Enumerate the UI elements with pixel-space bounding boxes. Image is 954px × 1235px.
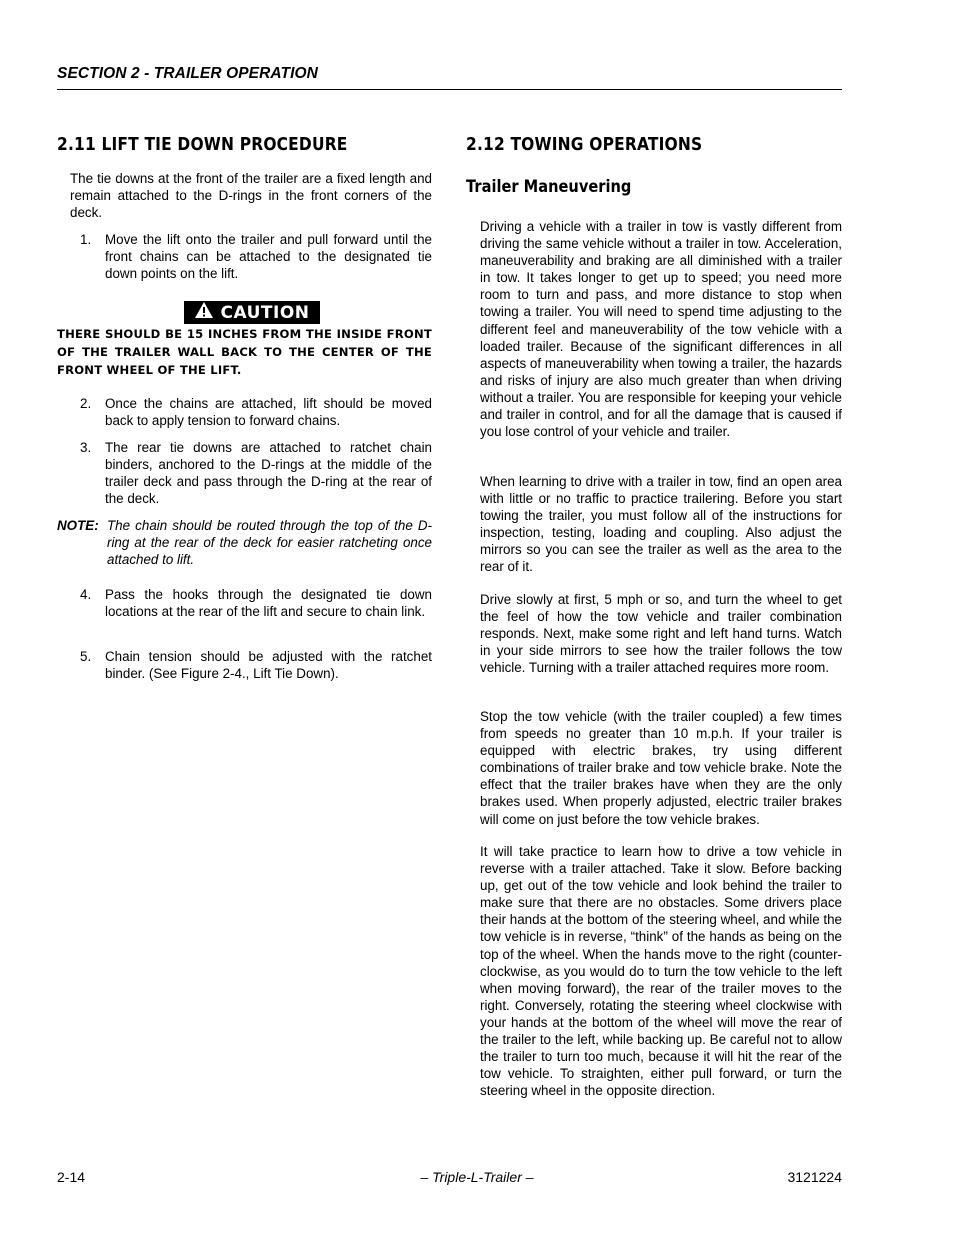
step-number: 1. bbox=[80, 232, 92, 247]
step-4 bbox=[70, 586, 432, 620]
section-heading-2-12: 2.12 TOWING OPERATIONS bbox=[466, 134, 703, 155]
note-label: NOTE: bbox=[57, 518, 99, 533]
step-number: 5. bbox=[80, 649, 92, 664]
paragraph-2: When learning to drive with a trailer in tow, find an open area with little or no traffic to practice trailering. Before you start towing the trailer, you must follow all of the instructions for inspection, testing, loading and coupling. Also adjust the mirrors so you can see the trailer as well as the area to the rear of it. bbox=[480, 474, 842, 575]
step-3 bbox=[70, 439, 432, 507]
step-number: 4. bbox=[80, 587, 92, 602]
paragraph-1: Driving a vehicle with a trailer in tow is vastly different from driving the same vehicle without a trailer in tow. Acceleration, maneuverability and braking are all diminished with a trailer in tow. It takes longer to get up to speed; you need more room to turn and pass, and more distance to stop when towing a trailer. You will need to spend time adjusting to the different feel and maneuverability of the tow vehicle with a loaded trailer. Because of the significant differences in all aspects of maneuverability when towing a trailer, the hazards and risks of injury are also much greater than when driving without a trailer. You are responsible for keeping your vehicle and trailer in control, and for all the damage that is caused if you lose control of your vehicle and trailer. bbox=[480, 219, 842, 440]
step-2 bbox=[70, 395, 432, 429]
warning-triangle-icon bbox=[194, 301, 220, 324]
step-text: Chain tension should be adjusted with the ratchet binder. (See Figure 2-4., Lift Tie Down). bbox=[105, 649, 432, 682]
step-text: Move the lift onto the trailer and pull forward until the front chains can be attached to the designated tie down points on the lift. bbox=[105, 232, 432, 282]
step-text: The rear tie downs are attached to ratchet chain binders, anchored to the D-rings at the middle of the trailer deck and pass through the D-ring at the rear of the deck. bbox=[105, 440, 432, 507]
note-block bbox=[57, 517, 432, 568]
caution-banner bbox=[184, 301, 320, 324]
section-heading-2-11: 2.11 LIFT TIE DOWN PROCEDURE bbox=[57, 134, 348, 155]
step-5 bbox=[70, 648, 432, 682]
step-text: Pass the hooks through the designated tie down locations at the rear of the lift and secure to chain link. bbox=[105, 587, 432, 620]
intro-paragraph: The tie downs at the front of the trailer are a fixed length and remain attached to the D-rings in the front corners of the deck. bbox=[70, 171, 432, 221]
paragraph-4: Stop the tow vehicle (with the trailer coupled) a few times from speeds no greater than 10 m.p.h. If your trailer is equipped with electric brakes, try using different combinations of trailer brake and tow vehicle brake. Note the effect that the trailer brakes have when they are the only brakes used. When properly adjusted, electric trailer brakes will come on just before the tow vehicle brakes. bbox=[480, 709, 842, 827]
page-number: 2-14 bbox=[57, 1169, 86, 1185]
step-number: 2. bbox=[80, 396, 92, 411]
subheading-trailer-maneuvering: Trailer Maneuvering bbox=[466, 177, 632, 197]
paragraph-3: Drive slowly at first, 5 mph or so, and turn the wheel to get the feel of how the tow vehicle and trailer combination responds. Next, make some right and left hand turns. Watch in your side mirrors to see how the trailer follows the tow vehicle. Turning with a trailer attached requires more room. bbox=[480, 592, 842, 676]
document-number: 3121224 bbox=[787, 1169, 842, 1185]
step-1 bbox=[70, 231, 432, 282]
note-text: The chain should be routed through the top of the D-ring at the rear of the deck for easier ratcheting once attached to lift. bbox=[107, 518, 432, 568]
section-header: SECTION 2 - TRAILER OPERATION bbox=[57, 65, 318, 82]
caution-label: CAUTION bbox=[220, 302, 310, 323]
paragraph-5: It will take practice to learn how to drive a tow vehicle in reverse with a trailer attached. Take it slow. Before backing up, get out of the tow vehicle and look behind the trailer to make sure that there are no obstacles. Some drivers place their hands at the bottom of the steering wheel, and while the tow vehicle is in reverse, “think” of the hands as being on the top of the wheel. When the hands move to the right (counter-clockwise, as you would do to turn the tow vehicle to the left when moving forward), the rear of the trailer moves to the right. Conversely, rotating the steering wheel clockwise with your hands at the bottom of the wheel will move the rear of the trailer to the left, while backing up. Be careful not to allow the trailer to turn too much, because it will hit the rear of the tow vehicle. To straighten, either pull forward, or turn the steering wheel in the opposite direction. bbox=[480, 844, 842, 1099]
document-title: – Triple-L-Trailer – bbox=[420, 1169, 534, 1185]
header-divider bbox=[57, 89, 842, 90]
step-text: Once the chains are attached, lift should be moved back to apply tension to forward chains. bbox=[105, 396, 432, 429]
caution-text: THERE SHOULD BE 15 INCHES FROM THE INSIDE FRONT OF THE TRAILER WALL BACK TO THE CENTER OF THE FRONT WHEEL OF THE LIFT. bbox=[57, 327, 432, 377]
step-number: 3. bbox=[80, 440, 92, 455]
